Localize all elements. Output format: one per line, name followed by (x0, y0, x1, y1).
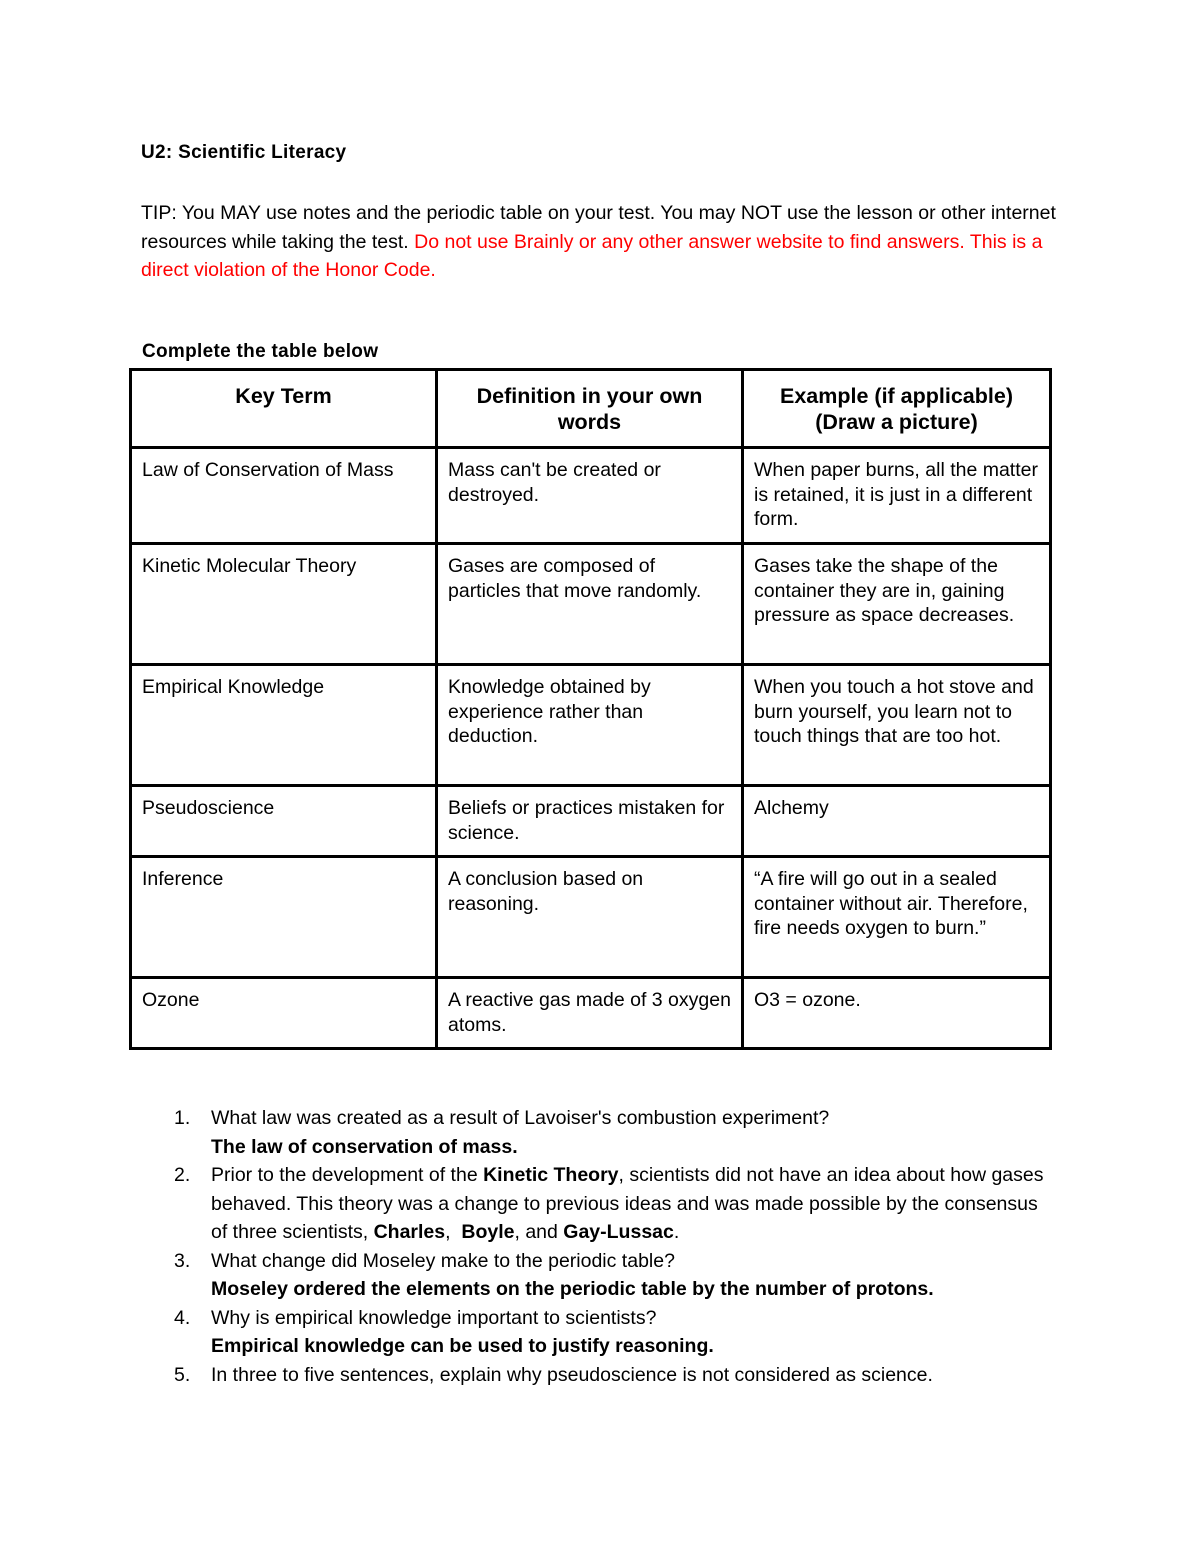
question-text: What law was created as a result of Lavoiser's combustion experiment? (211, 1107, 830, 1129)
tip-paragraph (141, 199, 1071, 285)
question-item (174, 1247, 1054, 1304)
question-number: 3. (174, 1249, 191, 1272)
table-heading: Complete the table below (142, 341, 379, 362)
honor-code-warning: Do not use Brainly or any other answer website to find answers. This is a direct violation of the Honor Code. (141, 230, 1043, 281)
question-item (174, 1104, 1054, 1161)
answer-text: The law of conservation of mass. (211, 1135, 518, 1158)
kinetic-theory-term: Kinetic Theory (483, 1164, 619, 1186)
term-cell: Law of Conservation of Mass (131, 448, 437, 544)
answer-text: Empirical knowledge can be used to justify reasoning. (211, 1335, 714, 1357)
key-terms-table (129, 368, 1052, 1050)
example-cell: O3 = ozone. (743, 978, 1051, 1049)
question-item (174, 1161, 1054, 1247)
charles-name: Charles (373, 1221, 446, 1243)
table-row (131, 857, 1051, 978)
tip-text: TIP: You MAY use notes and the periodic table on your test. You may NOT use the lesson or other internet resources while taking the test. (141, 202, 1056, 253)
table-header-row (131, 370, 1051, 448)
table-row (131, 665, 1051, 786)
definition-cell: Beliefs or practices mistaken for science. (437, 786, 743, 857)
question-text-part: , scientists did not have an idea about how gases behaved. This theory was a change to previous ideas and was made possible by the consensus of three scientists, (211, 1164, 1044, 1243)
question-text: What change did Moseley make to the periodic table? (211, 1249, 675, 1272)
question-text-part: Prior to the development of the (211, 1164, 484, 1186)
question-item (174, 1361, 1054, 1390)
page-title: U2: Scientific Literacy (141, 142, 347, 163)
question-item (174, 1304, 1054, 1361)
table-row (131, 786, 1051, 857)
example-cell: When you touch a hot stove and burn yourself, you learn not to touch things that are too hot. (743, 665, 1051, 786)
table-row (131, 978, 1051, 1049)
question-number: 1. (174, 1107, 191, 1129)
definition-cell: Knowledge obtained by experience rather than deduction. (437, 665, 743, 786)
boyle-name: Boyle (461, 1221, 515, 1243)
question-number: 2. (174, 1164, 191, 1186)
question-text: In three to five sentences, explain why pseudoscience is not considered as science. (211, 1363, 933, 1386)
term-cell: Inference (131, 857, 437, 978)
question-list (174, 1104, 1054, 1389)
header-example: Example (if applicable) (Draw a picture) (743, 370, 1051, 448)
question-text-part: , and (514, 1221, 564, 1243)
definition-cell: Mass can't be created or destroyed. (437, 448, 743, 544)
header-definition: Definition in your own words (437, 370, 743, 448)
term-cell: Pseudoscience (131, 786, 437, 857)
question-text: Why is empirical knowledge important to scientists? (211, 1306, 657, 1329)
table-row (131, 448, 1051, 544)
definition-cell: Gases are composed of particles that move randomly. (437, 544, 743, 665)
gay-lussac-name: Gay-Lussac (563, 1221, 674, 1243)
example-cell: “A fire will go out in a sealed container without air. Therefore, fire needs oxygen to burn.” (743, 857, 1051, 978)
question-number: 4. (174, 1306, 191, 1329)
question-number: 5. (174, 1363, 191, 1386)
term-cell: Kinetic Molecular Theory (131, 544, 437, 665)
question-text-part: . (673, 1221, 680, 1243)
example-cell: Gases take the shape of the container they are in, gaining pressure as space decreases. (743, 544, 1051, 665)
table-row (131, 544, 1051, 665)
definition-cell: A reactive gas made of 3 oxygen atoms. (437, 978, 743, 1049)
question-text-part: , (445, 1221, 462, 1243)
header-key-term: Key Term (131, 370, 437, 448)
definition-cell: A conclusion based on reasoning. (437, 857, 743, 978)
example-cell: Alchemy (743, 786, 1051, 857)
example-cell: When paper burns, all the matter is retained, it is just in a different form. (743, 448, 1051, 544)
answer-text: Moseley ordered the elements on the periodic table by the number of protons. (211, 1278, 934, 1300)
term-cell: Empirical Knowledge (131, 665, 437, 786)
question-text (211, 1161, 1054, 1247)
term-cell: Ozone (131, 978, 437, 1049)
